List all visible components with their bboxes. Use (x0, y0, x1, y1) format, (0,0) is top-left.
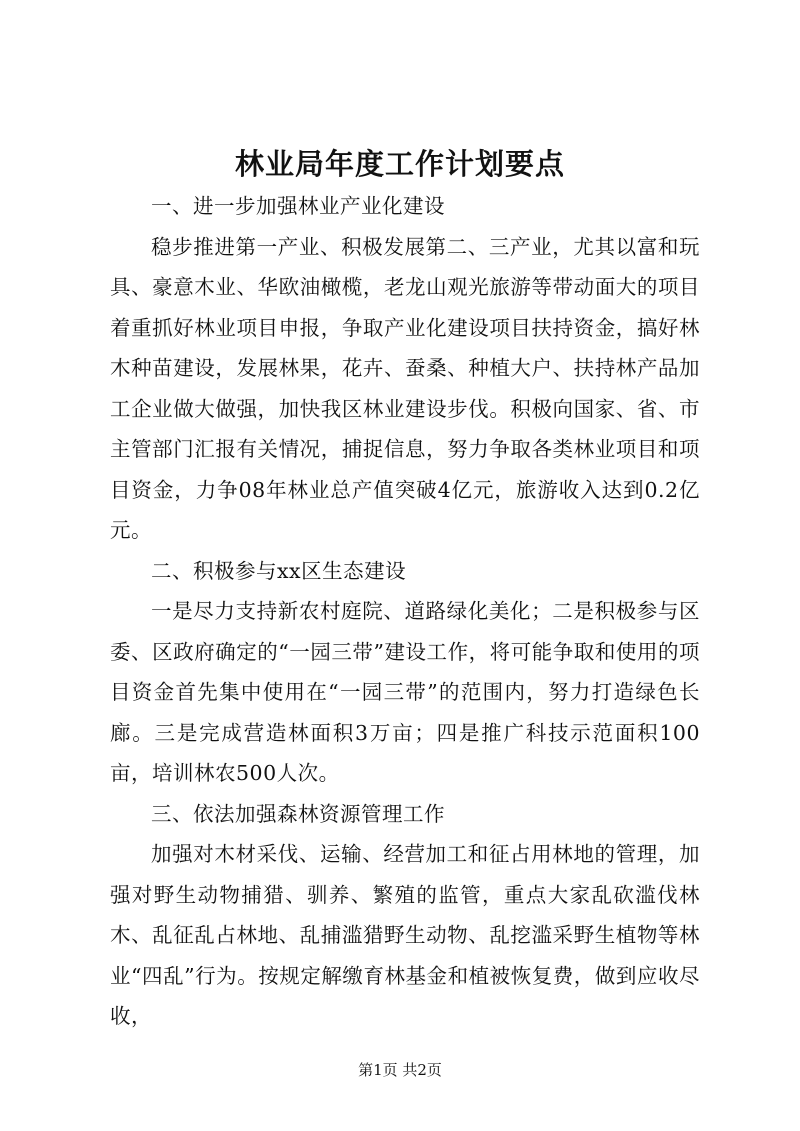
document-title: 林业局年度工作计划要点 (234, 147, 565, 181)
section-paragraph-2: 一是尽力支持新农村庭院、道路绿化美化；二是积极参与区委、区政府确定的“一园三带”建设工作，将可能争取和使用的项目资金首先集中使用在“一园三带”的范围内，努力打造绿色长廊。三是完成营造林面积3万亩；四是推广科技示范面积100亩，培训林农500人次。 (110, 599, 700, 785)
page-footer: 第1页 共2页 (358, 1061, 442, 1079)
section-heading-2: 二、积极参与xx区生态建设 (151, 558, 407, 583)
section-heading-1: 一、进一步加强林业产业化建设 (151, 194, 445, 218)
section-heading-3: 三、依法加强森林资源管理工作 (151, 801, 445, 826)
document-body (110, 186, 700, 1037)
section-paragraph-1: 稳步推进第一产业、积极发展第二、三产业，尤其以富和玩具、豪意木业、华欧油橄榄，老龙山观光旅游等带动面大的项目着重抓好林业项目申报，争取产业化建设项目扶持资金，搞好林木种苗建设，发展林果，花卉、蚕桑、种植大户、扶持林产品加工企业做大做强，加快我区林业建设步伐。积极向国家、省、市主管部门汇报有关情况，捕捉信息，努力争取各类林业项目和项目资金，力争08年林业总产值突破4亿元，旅游收入达到0.2亿元。 (110, 234, 700, 542)
section-paragraph-3: 加强对木材采伐、运输、经营加工和征占用林地的管理，加强对野生动物捕猎、驯养、繁殖的监管，重点大家乱砍滥伐林木、乱征乱占林地、乱捕滥猎野生动物、乱挖滥采野生植物等林业“四乱”行为。按规定解缴育林基金和植被恢复费，做到应收尽收， (110, 842, 700, 1028)
